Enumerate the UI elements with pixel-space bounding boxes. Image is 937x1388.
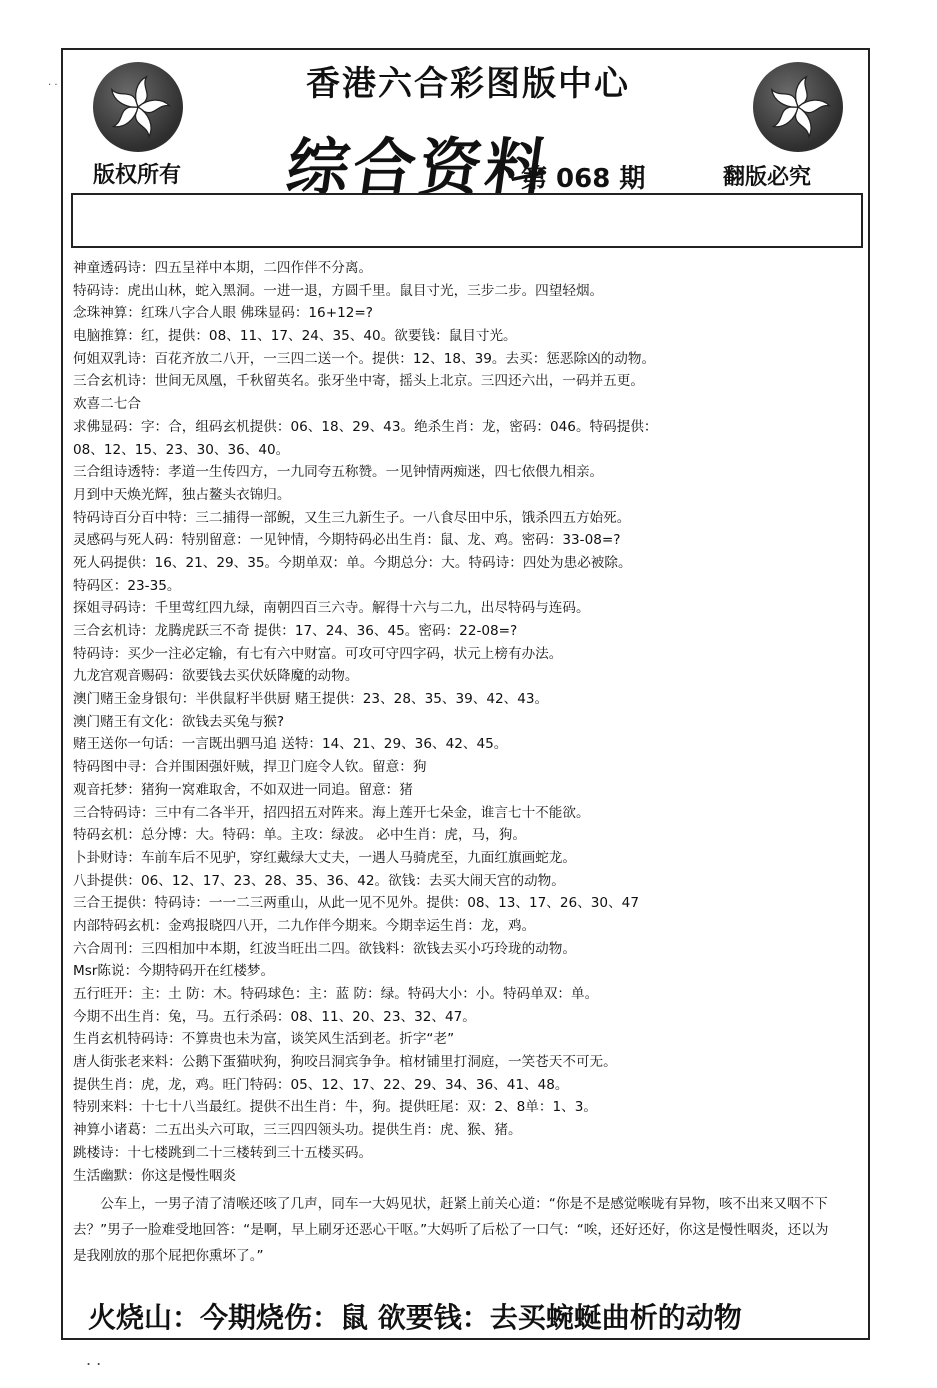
piracy-note: 翻版必究 — [723, 165, 812, 190]
text-line: 唐人街张老来料：公鹅下蛋猫吠狗，狗咬吕洞宾争争。棺材铺里打洞庭，一笑苍天不可无。 — [73, 1054, 617, 1071]
copyright-note: 版权所有 — [93, 163, 182, 188]
text-line: 求佛显码：字：合，组码玄机提供：06、18、29、43。绝杀生肖：龙，密码：046。特码提供： — [73, 418, 658, 435]
text-line: 今期不出生肖：兔，马。五行杀码：08、11、20、23、32、47。 — [73, 1008, 476, 1025]
text-line: 澳门赌王有文化：欲钱去买兔与猴? — [73, 713, 285, 730]
text-line: 卜卦财诗：车前车后不见驴，穿红戴绿大丈夫，一遇人马骑虎至，九面红旗画蛇龙。 — [73, 849, 576, 866]
text-line: 澳门赌王金身银句：半供鼠籽半供厨 赌王提供：23、28、35、39、42、43。 — [73, 691, 549, 708]
text-line: 三合王提供：特码诗：一一二三两重山，从此一见不见外。提供：08、13、17、26、30、47 — [73, 895, 639, 912]
text-line: 特码区：23-35。 — [73, 577, 181, 594]
text-line: 死人码提供：16、21、29、35。今期单双：单。今期总分：大。特码诗：四处为患必被除。 — [73, 554, 632, 571]
text-line: 特码诗百分百中特：三二捕得一部鲵，又生三九新生子。一八食尽田中乐，饿杀四五方始死。 — [73, 509, 631, 526]
text-line: 特码玄机：总分博：大。特码：单。主攻：绿波。 必中生肖：虎，马，狗。 — [73, 827, 526, 844]
text-line: 08、12、15、23、30、36、40。 — [73, 441, 290, 458]
text-line: 五行旺开：主：土 防：木。特码球色：主：蓝 防：绿。特码大小：小。特码单双：单。 — [73, 986, 599, 1002]
text-line: 电脑推算：红，提供：08、11、17、24、35、40。欲要钱：鼠目寸光。 — [73, 328, 517, 345]
text-line: 跳楼诗：十七楼跳到二十三楼转到三十五楼买码。 — [73, 1144, 373, 1161]
bauhinia-emblem-left-icon — [93, 62, 183, 152]
text-line: 三合特码诗：三中有二各半开，招四招五对阵来。海上莲开七朵金，谁言七十不能欲。 — [73, 804, 590, 821]
text-line: 灵感码与死人码：特别留意：一见钟情，今期特码必出生肖：鼠、龙、鸡。密码：33-08=? — [73, 532, 621, 549]
text-line: 六合周刊：三四相加中本期，红波当旺出二四。欲钱料：欲钱去买小巧玲珑的动物。 — [73, 940, 576, 957]
text-line: 月到中天焕光辉，独占鳌头衣锦归。 — [73, 486, 291, 503]
text-line: 特别来料：十七十八当最红。提供不出生肖：牛，狗。提供旺尾：双：2、8单：1、3。 — [73, 1099, 597, 1116]
text-line: 赌王送你一句话：一言既出驷马追 送特：14、21、29、36、42、45。 — [73, 736, 508, 753]
text-line: 特码诗：买少一注必定输，有七有六中财富。可攻可守四字码，状元上榜有办法。 — [73, 645, 563, 662]
text-line: 三合玄机诗：龙腾虎跃三不奇 提供：17、24、36、45。密码：22-08=? — [73, 623, 518, 639]
bauhinia-emblem-right-icon — [753, 62, 843, 152]
text-line: 神算小诸葛：二五出头六可取，三三四四领头功。提供生肖：虎、猴、猪。 — [73, 1122, 522, 1139]
bauhinia-flower-icon — [756, 65, 840, 149]
text-line: 三合组诗透特：孝道一生传四方，一九同夸五称赞。一见钟情两痴迷，四七依偎九相亲。 — [73, 464, 604, 481]
text-line: 生活幽默：你这是慢性咽炎 — [73, 1167, 237, 1184]
content-body — [73, 257, 863, 1269]
text-line: 探姐寻码诗：千里莺红四九绿，南朝四百三六寺。解得十六与二九，出尽特码与连码。 — [73, 600, 590, 617]
text-line: 提供生肖：虎，龙，鸡。旺门特码：05、12、17、22、29、34、36、41、48。 — [73, 1076, 569, 1093]
document-frame — [61, 48, 870, 1340]
bauhinia-flower-icon — [96, 65, 180, 149]
text-line: 念珠神算：红珠八字合人眼 佛珠显码：16+12=? — [73, 305, 374, 322]
humor-paragraph: 公车上，一男子清了清喉还咳了几声，同车一大妈见状，赶紧上前关心道：“你是不是感觉喉咙有异物，咳不出来又咽不下去？”男子一脸难受地回答：“是啊，早上刷牙还恶心干呕。”大妈听了后松了一口气：“唉，还好还好，你这是慢性咽炎，还以为是我刚放的那个屁把你熏坏了。” — [73, 1196, 829, 1265]
scan-dots-top: · · — [48, 80, 58, 91]
text-line: 欢喜二七合 — [73, 396, 141, 413]
text-line: 何姐双乳诗：百花齐放二八开，一三四二送一个。提供：12、18、39。去买：惩恶除凶的动物。 — [73, 350, 656, 367]
text-line: 九龙宫观音赐码：欲要钱去买伏妖降魔的动物。 — [73, 668, 359, 685]
main-heading: 综合资料 — [282, 131, 557, 204]
scan-dots-bottom: . . — [86, 1350, 102, 1369]
text-line: 特码诗：虎出山林，蛇入黑洞。一进一退，方圆千里。鼠目寸光，三步二步。四望轻烟。 — [73, 282, 604, 299]
text-line: 观音托梦：猪狗一窝难取舍，不如双进一同追。留意：猪 — [73, 781, 413, 798]
text-line: Msr陈说：今期特码开在红楼梦。 — [73, 963, 275, 980]
footer-banner: 火烧山：今期烧伤：鼠 欲要钱：去买蜿蜒曲析的动物 — [88, 1301, 742, 1334]
text-line: 特码图中寻：合并围困强奸贼，捍卫门庭令人钦。留意：狗 — [73, 759, 427, 776]
text-line: 三合玄机诗：世间无凤凰，千秋留英名。张牙坐中寄，摇头上北京。三四还六出，一码并五更。 — [73, 373, 644, 390]
text-line: 神童透码诗：四五呈祥中本期，二四作伴不分离。 — [73, 260, 373, 276]
text-line: 生肖玄机特码诗：不算贵也未为富，谈笑风生活到老。折字“老” — [73, 1031, 455, 1048]
issue-number: 第 068 期 — [521, 164, 646, 194]
text-line: 内部特码玄机：金鸡报晓四八开，二九作伴今期来。今期幸运生肖：龙，鸡。 — [73, 917, 536, 934]
publisher-title: 香港六合彩图版中心 — [306, 64, 630, 104]
text-line: 八卦提供：06、12、17、23、28、35、36、42。欲钱：去买大闹天宫的动物。 — [73, 872, 565, 889]
empty-banner-box — [71, 193, 863, 248]
